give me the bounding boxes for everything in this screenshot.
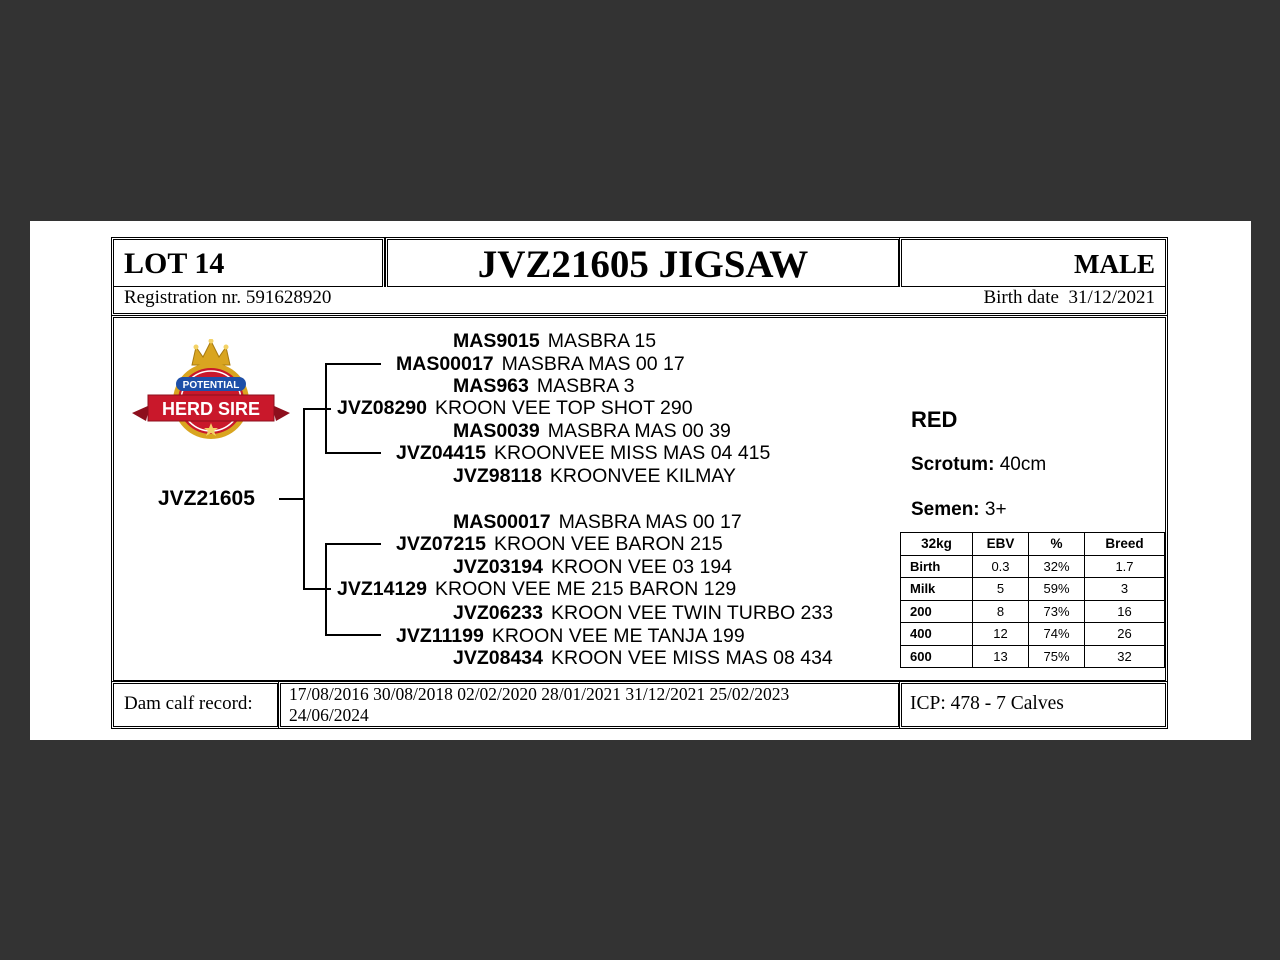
- pedigree-name: KROONVEE MISS MAS 04 415: [494, 442, 771, 464]
- pedigree-name: KROON VEE 03 194: [551, 556, 733, 578]
- pedigree-code: JVZ04415: [396, 442, 486, 464]
- table-row: [901, 555, 1165, 578]
- line-main-vertical: [303, 408, 305, 590]
- ebv-value: 5: [973, 578, 1029, 601]
- scrotum-label: Scrotum:: [911, 454, 995, 475]
- ebv-value: 13: [973, 645, 1029, 668]
- ebv-header-row: [901, 533, 1165, 556]
- ebv-breed: 32: [1085, 645, 1165, 668]
- ebv-trait: 400: [901, 623, 973, 646]
- semen-value: 3+: [984, 499, 1007, 520]
- table-row: [901, 623, 1165, 646]
- pedigree-code: MAS963: [453, 375, 529, 397]
- pedigree-dam-dam-sire: [453, 602, 833, 624]
- calf-record-label-box: [111, 681, 280, 729]
- pedigree-animal: [158, 488, 255, 510]
- pedigree-code: JVZ03194: [453, 556, 543, 578]
- crown-icon: [192, 339, 230, 365]
- pedigree-dam-dam-dam: [453, 647, 833, 669]
- ebv-breed: 3: [1085, 578, 1165, 601]
- line-dam-dam: [325, 634, 381, 636]
- pedigree-code: JVZ08290: [337, 397, 427, 419]
- pedigree-sire-dam-dam: [453, 465, 736, 487]
- badge-main-text: HERD SIRE: [161, 399, 261, 419]
- calf-record-label: Dam calf record:: [124, 693, 253, 714]
- pedigree-code: JVZ07215: [396, 533, 486, 555]
- animal-sex: MALE: [1074, 249, 1155, 279]
- pedigree-sire-dam-sire: [453, 420, 731, 442]
- ebv-header: EBV: [973, 533, 1029, 556]
- pedigree-animal-code: JVZ21605: [158, 487, 255, 510]
- pedigree-name: MASBRA 15: [547, 330, 657, 352]
- line-sire-dam: [325, 452, 381, 454]
- ebv-trait: 200: [901, 600, 973, 623]
- pedigree-dam-sire-dam: [453, 556, 732, 578]
- ebv-percent: 73%: [1029, 600, 1085, 623]
- line-sire-vertical: [325, 363, 327, 453]
- ebv-percent: 74%: [1029, 623, 1085, 646]
- pedigree-code: JVZ11199: [396, 625, 484, 647]
- icp-value: ICP: 478 - 7 Calves: [910, 693, 1064, 714]
- table-row: [901, 645, 1165, 668]
- pedigree-code: MAS00017: [396, 353, 494, 375]
- pedigree-name: MASBRA MAS 00 39: [547, 420, 731, 442]
- calf-record-dates: [289, 684, 849, 726]
- ebv-header: Breed: [1085, 533, 1165, 556]
- ebv-value: 0.3: [973, 555, 1029, 578]
- registration-label: Registration nr.: [124, 287, 242, 308]
- pedigree-sire-sire: [396, 353, 685, 375]
- ebv-header: 32kg: [901, 533, 973, 556]
- pedigree-code: JVZ08434: [453, 647, 543, 669]
- pedigree-name: KROON VEE BARON 215: [494, 533, 723, 555]
- ebv-percent: 75%: [1029, 645, 1085, 668]
- semen-info: [911, 499, 1007, 521]
- birth-info: [983, 287, 1155, 309]
- birth-label: Birth date: [983, 287, 1059, 308]
- animal-title: JVZ21605 JIGSAW: [477, 243, 809, 286]
- pedigree-code: MAS00017: [453, 511, 551, 533]
- coat-color: [911, 407, 957, 433]
- ebv-breed: 16: [1085, 600, 1165, 623]
- pedigree-code: JVZ14129: [337, 578, 427, 600]
- ebv-value: 8: [973, 600, 1029, 623]
- table-row: [901, 600, 1165, 623]
- calf-dates-line: 17/08/2016 30/08/2018 02/02/2020 28/01/2021 31/12/2021 25/02/2023: [289, 684, 790, 704]
- ebv-breed: 1.7: [1085, 555, 1165, 578]
- line-dam-vertical: [325, 543, 327, 635]
- badge-top-text: POTENTIAL: [182, 380, 240, 391]
- registration-box: [111, 287, 1168, 316]
- ebv-value: 12: [973, 623, 1029, 646]
- pedigree-name: KROON VEE TOP SHOT 290: [435, 397, 693, 419]
- pedigree-name: KROON VEE MISS MAS 08 434: [551, 647, 833, 669]
- scrotum-info: [911, 454, 1046, 476]
- pedigree-code: MAS9015: [453, 330, 540, 352]
- registration-info: [124, 287, 331, 309]
- pedigree-name: MASBRA MAS 00 17: [558, 511, 742, 533]
- birth-date: 31/12/2021: [1068, 287, 1155, 308]
- ebv-breed: 26: [1085, 623, 1165, 646]
- icp-box: [899, 681, 1168, 729]
- animal-name-box: [385, 237, 901, 289]
- pedigree-dam: [337, 578, 736, 600]
- pedigree-sire-sire-sire: [453, 330, 656, 352]
- pedigree-name: MASBRA MAS 00 17: [501, 353, 685, 375]
- pedigree-dam-dam: [396, 625, 745, 647]
- pedigree-code: JVZ06233: [453, 602, 543, 624]
- pedigree-sire: [337, 397, 693, 419]
- pedigree-sire-dam: [396, 442, 770, 464]
- pedigree-name: KROON VEE ME 215 BARON 129: [435, 578, 737, 600]
- line-dam-sire: [325, 543, 381, 545]
- ebv-trait: 600: [901, 645, 973, 668]
- pedigree-code: JVZ98118: [453, 465, 542, 487]
- sex-box: [899, 237, 1168, 289]
- pedigree-name: KROON VEE TWIN TURBO 233: [551, 602, 834, 624]
- pedigree-dam-sire-sire: [453, 511, 742, 533]
- pedigree-name: KROONVEE KILMAY: [549, 465, 736, 487]
- lot-box: [111, 237, 385, 289]
- calf-record-dates-box: [278, 681, 901, 729]
- table-row: [901, 578, 1165, 601]
- scrotum-value: 40cm: [999, 454, 1047, 475]
- ebv-trait: Birth: [901, 555, 973, 578]
- ebv-percent: 59%: [1029, 578, 1085, 601]
- ebv-trait: Milk: [901, 578, 973, 601]
- semen-label: Semen:: [911, 499, 980, 520]
- lot-number: LOT 14: [124, 247, 225, 280]
- calf-dates-line: 24/06/2024: [289, 705, 369, 725]
- coat-color-value: RED: [911, 407, 958, 432]
- line-animal: [279, 498, 303, 500]
- ebv-percent: 32%: [1029, 555, 1085, 578]
- pedigree-sire-sire-dam: [453, 375, 634, 397]
- herd-sire-badge: [130, 339, 292, 449]
- pedigree-name: KROON VEE ME TANJA 199: [491, 625, 745, 647]
- line-sire-sire: [325, 363, 381, 365]
- ebv-table: [900, 532, 1165, 668]
- pedigree-name: MASBRA 3: [536, 375, 635, 397]
- lot-sheet: [30, 221, 1251, 740]
- registration-number: 591628920: [245, 287, 332, 308]
- pedigree-code: MAS0039: [453, 420, 540, 442]
- ebv-header: %: [1029, 533, 1085, 556]
- pedigree-dam-sire: [396, 533, 723, 555]
